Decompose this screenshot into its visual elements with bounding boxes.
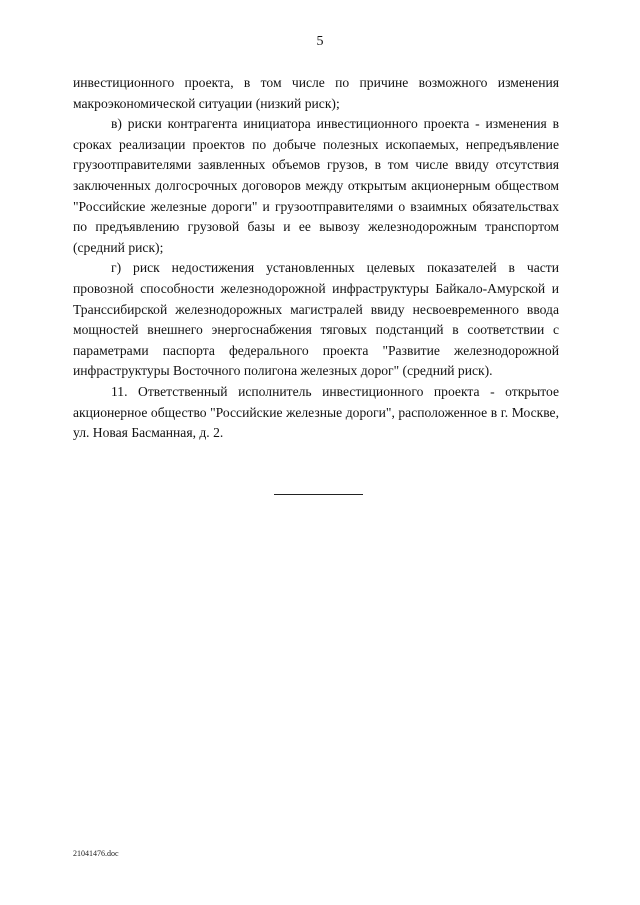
paragraph-continuation: инвестиционного проекта, в том числе по причине возможного изменения макроэкономической ситуации (низкий риск);: [73, 75, 559, 111]
paragraph-responsible-executor: 11. Ответственный исполнитель инвестиционного проекта - открытое акционерное общество "Российские железные дороги", расположенное в г. Москве, ул. Новая Басманная, д. 2.: [73, 383, 559, 441]
footer-filename: 21041476.doc: [73, 849, 119, 858]
page-number: 5: [316, 34, 324, 49]
end-divider-line: [274, 494, 363, 495]
paragraph-risk-g: г) риск недостижения установленных целевых показателей в части провозной способности железнодорожной инфраструктуры Байкало-Амурской и Транссибирской железнодорожных магистралей ввиду несвоевременного ввода мощностей внешнего энергоснабжения тяговых подстанций в соответствии с параметрами паспорта федерального проекта "Развитие железнодорожной инфраструктуры Восточного полигона железных дорог" (средний риск).: [73, 260, 559, 379]
paragraph-risk-v: в) риски контрагента инициатора инвестиционного проекта - изменения в сроках реализации проектов по добыче полезных ископаемых, непредъявление грузоотправителями заявленных объемов грузов, в том числе ввиду отсутствия заключенных долгосрочных договоров между открытым акционерным обществом "Российские железные дороги" и грузоотправителями о взаимных обязательствах по предъявлению грузовой базы и ее вывозу железнодорожным транспортом (средний риск);: [73, 116, 559, 255]
document-body: [73, 73, 559, 444]
